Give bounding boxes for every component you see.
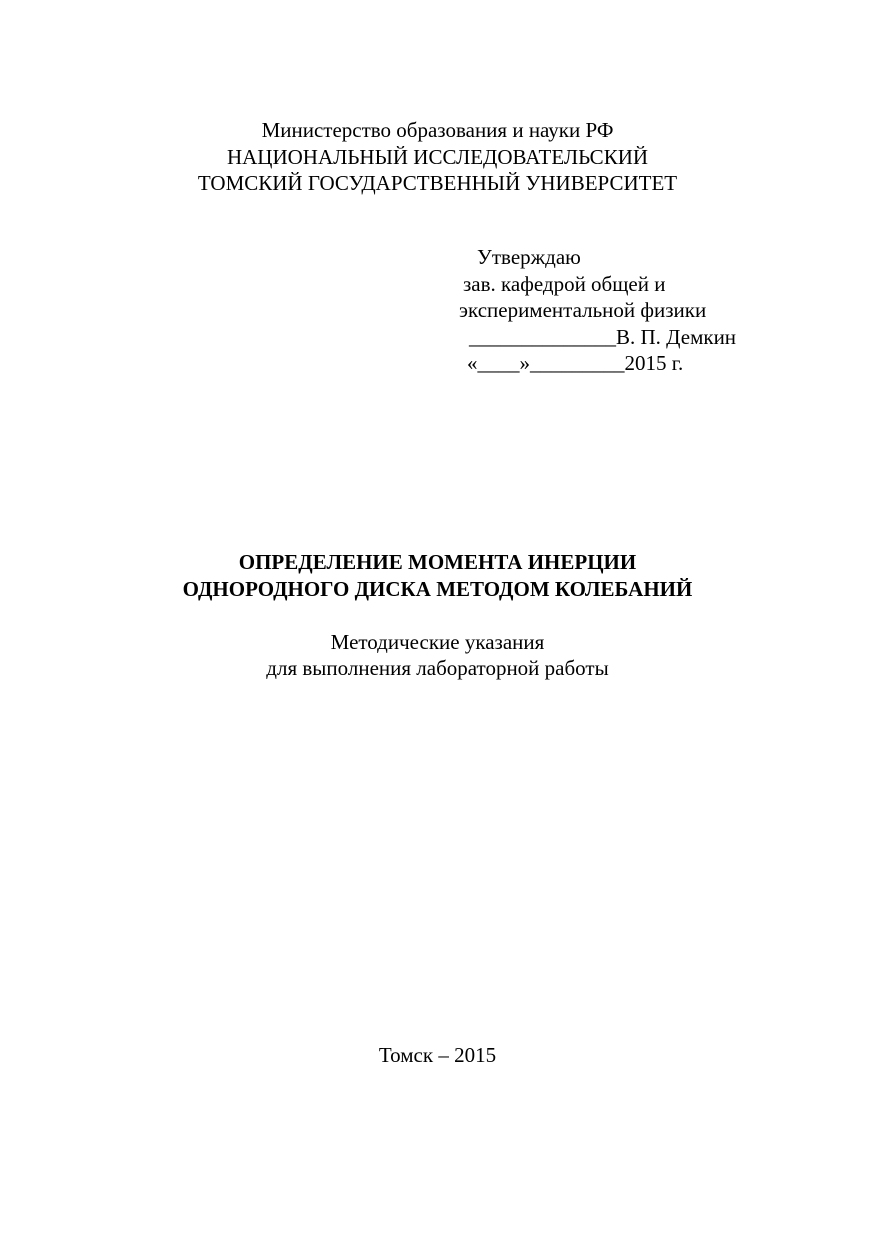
approval-date: «____»_________2015 г.: [467, 351, 684, 375]
ministry-name: Министерство образования и науки РФ: [261, 118, 614, 142]
document-title-line1: ОПРЕДЕЛЕНИЕ МОМЕНТА ИНЕРЦИИ: [238, 550, 637, 574]
approval-signature: ______________В. П. Демкин: [469, 325, 737, 349]
document-title-line2: ОДНОРОДНОГО ДИСКА МЕТОДОМ КОЛЕБАНИЙ: [182, 577, 693, 601]
approval-position-line2: экспериментальной физики: [459, 298, 707, 322]
place-and-year: Томск – 2015: [378, 1043, 497, 1067]
approval-approve: Утверждаю: [477, 245, 581, 269]
document-subtitle-line1: Методические указания: [330, 630, 545, 654]
approval-position-line1: зав. кафедрой общей и: [463, 272, 666, 296]
document-subtitle-line2: для выполнения лабораторной работы: [266, 656, 609, 680]
university-name-line2: ТОМСКИЙ ГОСУДАРСТВЕННЫЙ УНИВЕРСИТЕТ: [197, 171, 678, 195]
university-name-line1: НАЦИОНАЛЬНЫЙ ИССЛЕДОВАТЕЛЬСКИЙ: [226, 145, 649, 169]
